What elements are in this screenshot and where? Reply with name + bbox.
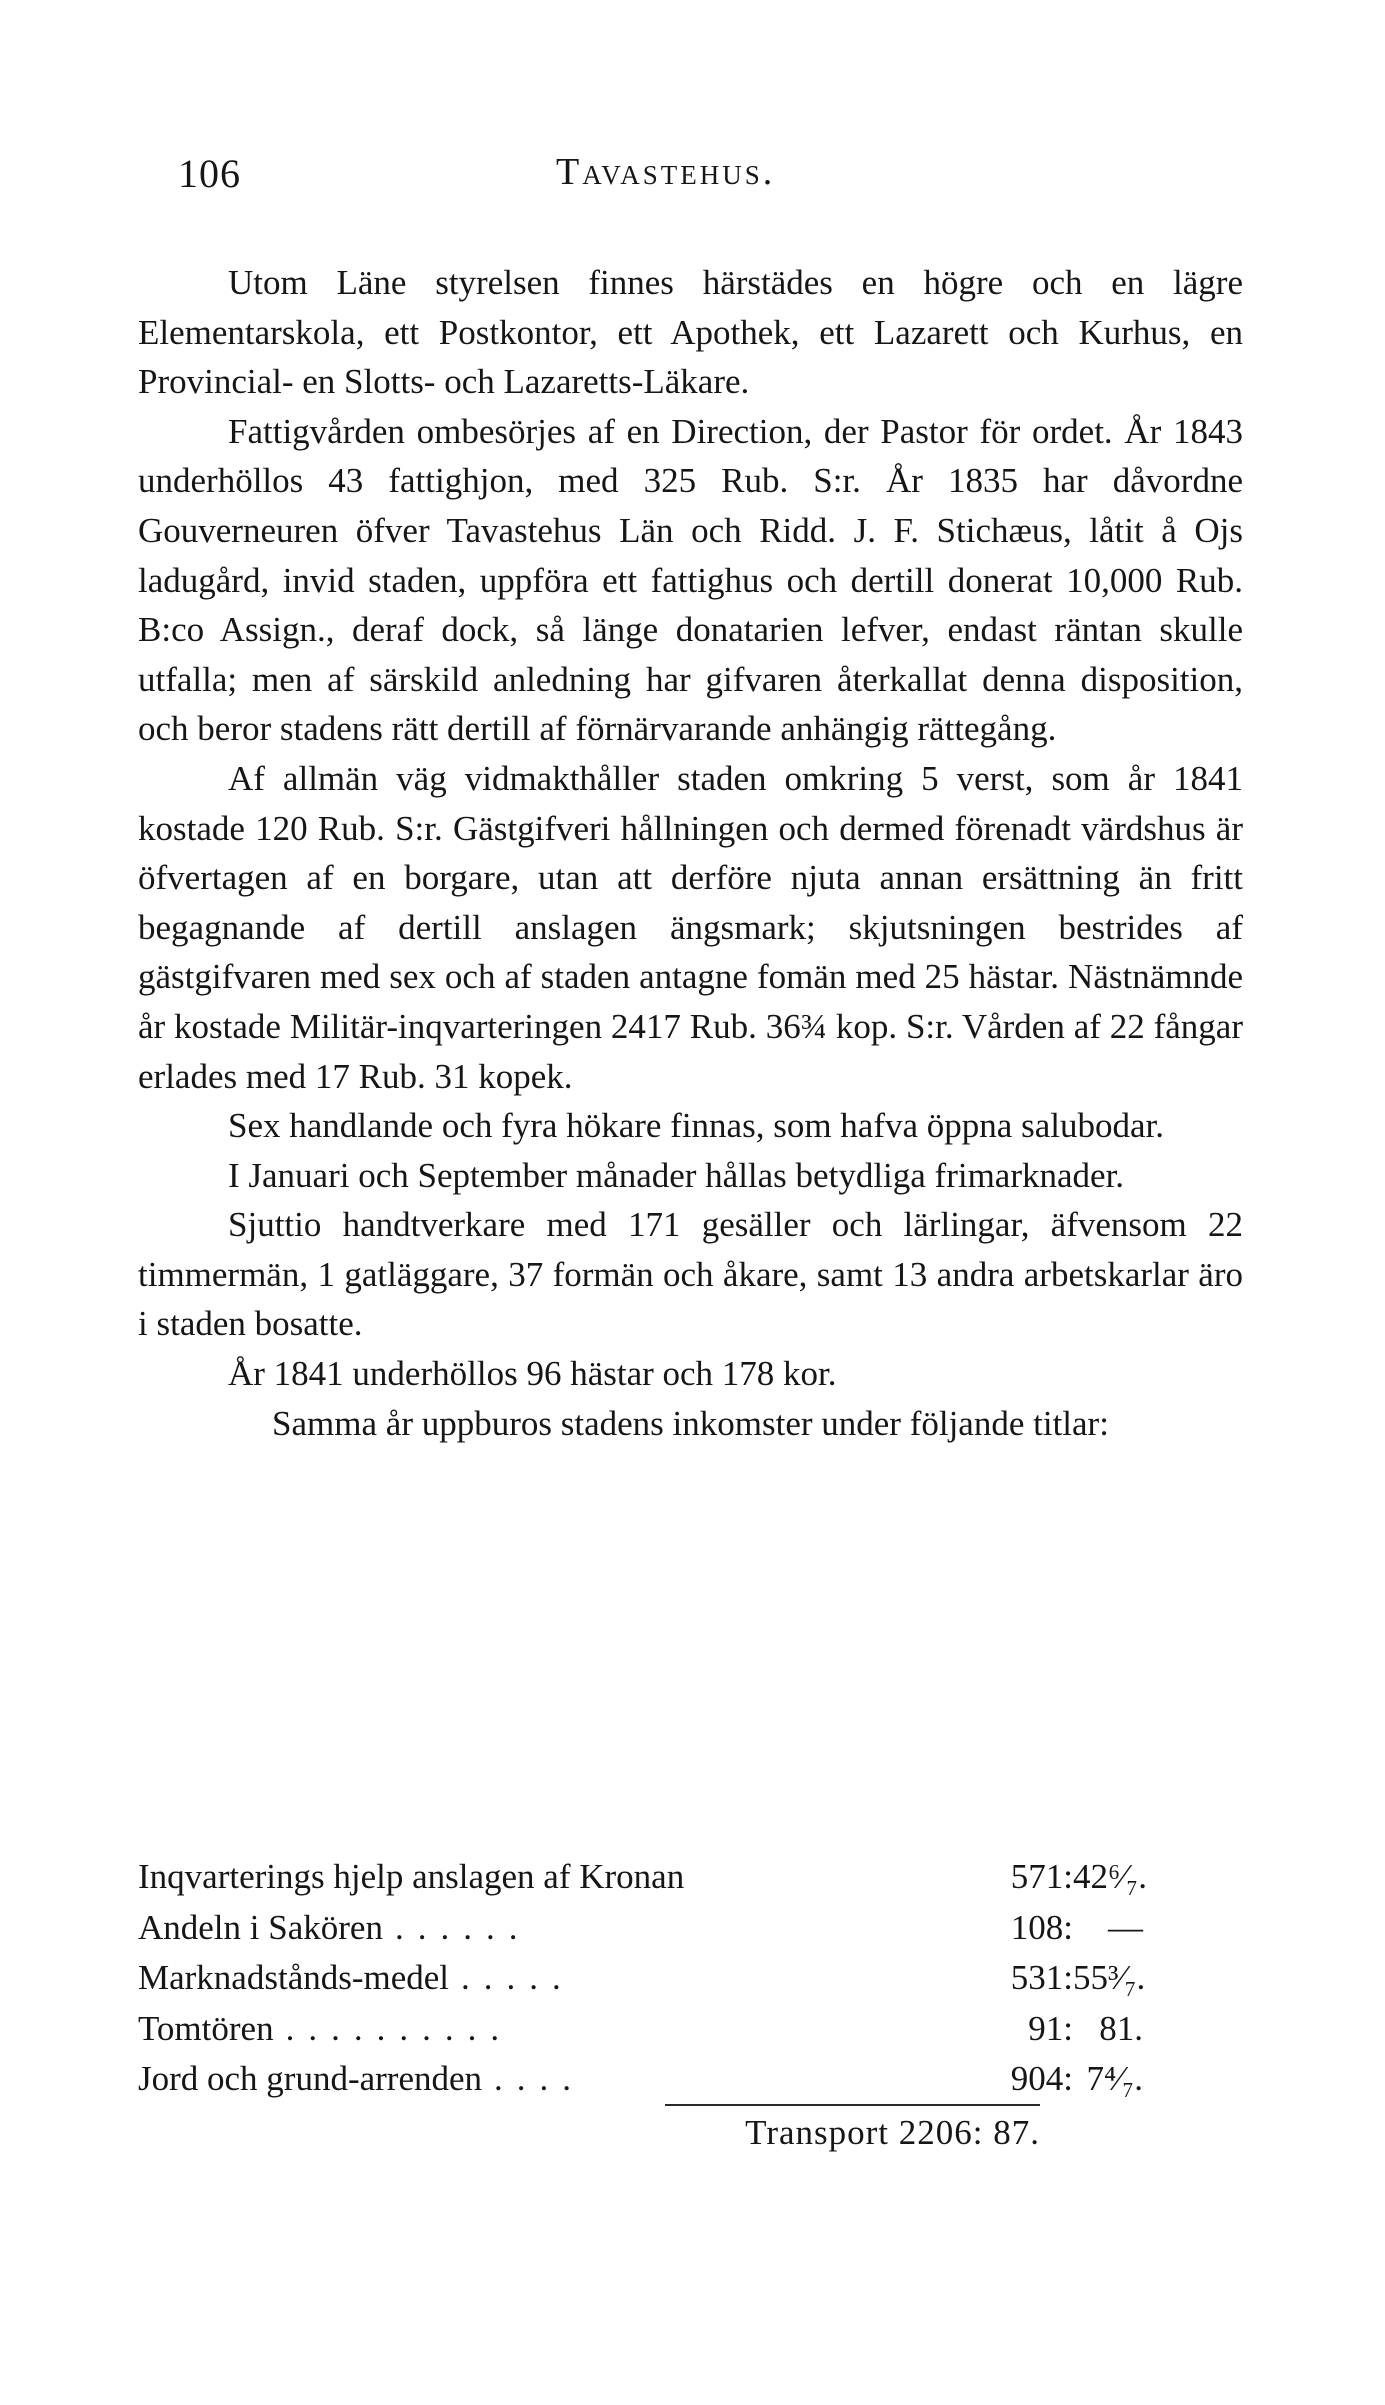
ledger-row xyxy=(138,2004,1143,2055)
ledger-rubles: 108: xyxy=(1010,1907,1073,1947)
ledger-label: Andeln i Sakören xyxy=(138,1907,383,1947)
ledger-rubles: 531: xyxy=(1010,1958,1073,1997)
ledger-row xyxy=(138,1903,1143,1954)
ledger-kopeks: 81. xyxy=(1099,2008,1143,2048)
ledger-row xyxy=(138,1953,1146,2004)
ledger-kopeks: 55³⁄₇. xyxy=(1073,1958,1146,1997)
transport-kopeks: 87. xyxy=(993,2113,1040,2152)
ledger-leader-dots: ..... xyxy=(461,1958,575,1997)
paragraph-poor-relief: Fattigvården ombesörjes af en Direction, der Pastor för ordet. År 1843 underhöllos 43 fattighjon, med 325 Rub. S:r. År 1835 har dåvordne Gouverneuren öfver Tavastehus Län och Ridd. J. F. Stichæus, låtit å Ojs ladugård, invid staden, uppföra ett fattighus och dertill donerat 10,000 Rub. B:co Assign., deraf dock, så länge donatarien lefver, endast räntan skulle utfalla; men af särskild anledning har gifvaren återkallat denna disposition, och beror stadens rätt dertill af förnärvarande anhängig rättegång. xyxy=(138,411,1243,749)
paragraph-craftsmen: Sjuttio handtverkare med 171 gesäller och lärlingar, äfvensom 22 timmermän, 1 gatläggare, 37 formän och åkare, samt 13 andra arbetskarlar äro i staden bosatte. xyxy=(138,1205,1243,1344)
ledger-rubles: 91: xyxy=(1028,2008,1073,2048)
ledger-rubles: 571: xyxy=(1010,1857,1073,1896)
body-text xyxy=(138,258,1243,1448)
paragraph-markets: I Januari och September månader hållas betydliga frimarknader. xyxy=(228,1155,1125,1195)
ledger-leader-dots: .......... xyxy=(285,2008,514,2048)
transport-rubles: 2206: xyxy=(898,2113,984,2152)
ledger-label: Inqvarterings hjelp anslagen af Kronan xyxy=(138,1857,685,1896)
ledger-leader-dots: ...... xyxy=(394,1907,532,1947)
ledger-kopeks: 42⁶⁄₇. xyxy=(1073,1857,1147,1896)
ledger-row xyxy=(138,2054,1143,2105)
paragraph-merchants: Sex handlande och fyra hökare finnas, som hafva öppna salubodar. xyxy=(228,1106,1164,1146)
page-header xyxy=(178,150,1238,210)
ledger-label: Jord och grund-arrenden xyxy=(138,2059,483,2098)
paragraph-roads-inns: Af allmän väg vidmakthåller staden omkring 5 verst, som år 1841 kostade 120 Rub. S:r. Gästgifveri hållningen och dermed förenadt värdshus är öfvertagen af en borgare, utan att derföre njuta annan ersättning än fritt begagnande af dertill anslagen ängsmark; skjutsningen bestrides af gästgifvaren med sex och af staden antagne fomän med 25 hästar. Nästnämnde år kostade Militär-inqvarteringen 2417 Rub. 36¾ kop. S:r. Vården af 22 fångar erlades med 17 Rub. 31 kopek. xyxy=(138,758,1243,1096)
paragraph-livestock: År 1841 underhöllos 96 hästar och 178 kor. xyxy=(228,1354,837,1394)
ledger-rubles: 904: xyxy=(1010,2059,1073,2098)
page-number: 106 xyxy=(178,151,241,196)
ledger-kopeks: — xyxy=(1108,1907,1143,1947)
ledger-kopeks: 7⁴⁄₇. xyxy=(1086,2059,1143,2098)
ledger-row xyxy=(138,1852,1147,1903)
income-ledger xyxy=(138,1852,1147,2105)
income-intro: Samma år uppburos stadens inkomster under följande titlar: xyxy=(272,1403,1109,1443)
sum-rule xyxy=(665,2104,1040,2106)
ledger-label: Tomtören xyxy=(138,2008,274,2048)
ledger-leader-dots: .... xyxy=(494,2059,586,2098)
ledger-label: Marknadstånds-medel xyxy=(138,1958,450,1997)
transport-line xyxy=(650,2108,1040,2158)
running-head: Tavastehus. xyxy=(556,151,776,193)
transport-label: Transport xyxy=(745,2113,890,2152)
paragraph-administration: Utom Läne styrelsen finnes härstädes en högre och en lägre Elementarskola, ett Postkontor, ett Apothek, ett Lazarett och Kurhus, en Provincial- en Slotts- och Lazaretts-Läkare. xyxy=(138,263,1243,402)
